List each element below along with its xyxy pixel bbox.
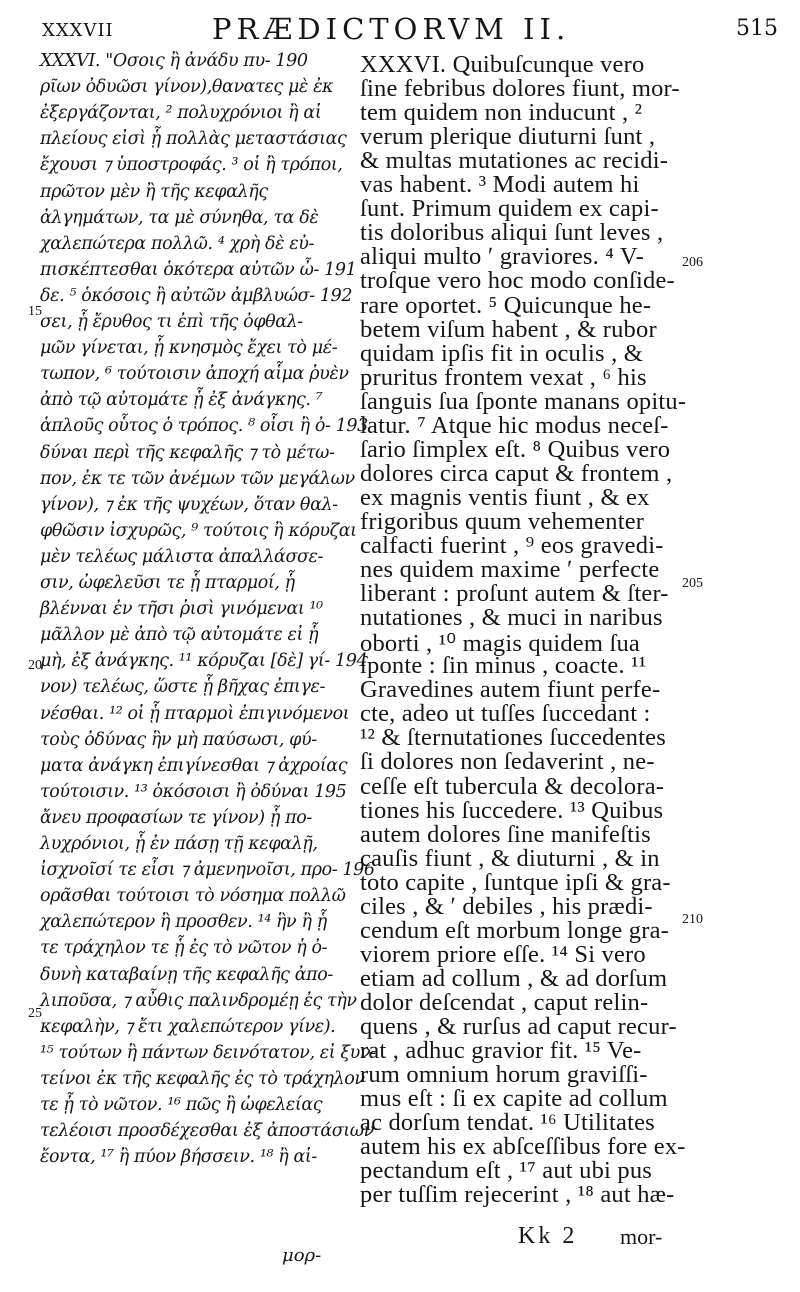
text-line: νον) τελέως, ὥστε ᾗ βῆχας ἐπιγε- — [40, 677, 325, 698]
text-line: quens , & rurſus ad caput recur- — [360, 1013, 677, 1040]
text-line: μῶν γίνεται, ᾗ κνησμὸς ἔχει τὸ μέ- — [40, 338, 338, 359]
text-line: pectandum eſt , ¹⁷ aut ubi pus — [360, 1157, 653, 1185]
text-line: τε ᾗ τὸ νῶτον. ¹⁶ πῶς ἢ ὠφελείας — [40, 1095, 323, 1115]
text-line: ſi dolores non ſedaverint , ne- — [360, 748, 655, 776]
text-line: λυχρόνιοι, ᾗ ἐν πάσῃ τῇ κεφαλῇ, — [40, 834, 318, 854]
text-line: νέσθαι. ¹² οἱ ᾗ πταρμοὶ ἐπιγινόμενοι — [40, 703, 350, 724]
text-line: τοὺς ὀδύνας ἣν μὴ παύσωσι, φύ- — [40, 729, 317, 750]
text-line: τε τράχηλον τε ᾗ ἐς τὸ νῶτον ἡ ὀ- — [40, 938, 328, 959]
text-line: μὲν τελέως μάλιστα ἀπαλλάσσε- — [40, 546, 324, 567]
text-line: nes quidem maxime ʹ perfecte — [360, 556, 660, 584]
text-line: ρῖων ὀδυῶσι γίνον),θανατες μὲ ἐκ — [40, 77, 334, 98]
text-line: aliqui multo ʹ graviores. ⁴ V- — [360, 243, 644, 271]
text-line: τωπον, ⁶ τούτοισιν ἀποχή αἷμα ῥυὲν — [40, 364, 349, 385]
text-line: XXXVI. "Οσοις ἢ ἀνάδυ πυ- 190 — [40, 51, 308, 71]
text-line: toto capite , ſuntque ipſi & gra- — [360, 868, 671, 896]
text-line: τελέοισι προσδέχεσθαι ἐξ ἀποστάσιων — [40, 1121, 374, 1142]
text-line: λιποῦσα, ⁊ αὖθις παλινδρομέῃ ἐς τὴν — [40, 990, 357, 1011]
margin-line-number: 15 — [28, 304, 42, 319]
text-line: troſque vero hoc modo conſide- — [360, 267, 675, 295]
text-line: φθῶσιν ἰσχυρῶς, ⁹ τούτοις ἢ κόρυζαι — [40, 520, 357, 541]
text-line: ſponte : ſin minus , coacte. ¹¹ — [360, 652, 647, 680]
text-line: vas habent. ³ Modi autem hi — [360, 171, 640, 199]
text-line: ἔοντα, ¹⁷ ἢ πύον βήσσειν. ¹⁸ ἢ αἱ- — [40, 1147, 317, 1168]
text-line: cendum eſt morbum longe gra- — [360, 916, 670, 944]
text-line: nutationes , & muci in naribus — [360, 604, 663, 632]
text-line: rare oportet. ⁵ Quicunque he- — [360, 291, 652, 319]
text-line: XXXVI. Quibuſcunque vero — [360, 51, 645, 78]
text-line: autem his ex abſceſſibus fore ex- — [360, 1133, 686, 1161]
text-line: latur. ⁷ Atque hic modus neceſ- — [360, 411, 669, 439]
text-line: πρῶτον μὲν ἢ τῆς κεφαλῆς — [40, 181, 268, 202]
text-line: frigoribus quum vehementer — [360, 507, 645, 535]
text-line: μᾶλλον μὲ ἀπὸ τῷ αὐτομάτε εἰ ᾗ — [40, 625, 319, 646]
text-line: tem quidem non inducunt , ² — [360, 99, 643, 127]
text-line: μὴ, ἐξ ἀνάγκης. ¹¹ κόρυζαι [δὲ] γί- 194 — [40, 651, 368, 672]
text-line: cauſis fiunt , & diuturni , & in — [360, 844, 660, 872]
text-line: calfacti fuerint , ⁹ eos gravedi- — [360, 532, 664, 559]
text-line: pruritus frontem vexat , ⁶ his — [360, 363, 647, 391]
text-line: χαλεπώτερον ἢ προσθεν. ¹⁴ ἣν ἢ ᾗ — [40, 912, 327, 933]
greek-catchword: μορ- — [282, 1245, 322, 1266]
margin-line-number: 20 — [28, 658, 42, 673]
text-line: δε. ⁵ ὁκόσοις ἢ αὐτῶν ἀμβλυώσ- 192 — [40, 285, 353, 306]
text-line: σιν, ὠφελεῦσι τε ᾗ πταρμοί, ᾗ — [40, 573, 295, 593]
text-line: κεφαλὴν, ⁊ ἔτι χαλεπώτερον γίνε). — [40, 1016, 336, 1037]
text-line: ¹⁵ τούτων ἢ πάντων δεινότατον, εἰ ξυν- — [40, 1042, 376, 1063]
text-line: ſario ſimplex eſt. ⁸ Quibus vero — [360, 435, 671, 463]
text-line: τούτοισιν. ¹³ ὁκόσοισι ἢ ὀδύναι 195 — [40, 781, 347, 802]
text-line: Gravedines autem fiunt perfe- — [360, 676, 661, 704]
text-line: ſanguis ſua ſponte manans opitu- — [360, 387, 687, 415]
text-line: δυνὴ καταβαίνῃ τῆς κεφαλῆς ἀπο- — [40, 964, 333, 985]
text-line: cte, adeo ut tuſſes ſuccedant : — [360, 700, 651, 728]
text-line: tis doloribus aliqui ſunt leves , — [360, 219, 664, 247]
text-line: etiam ad collum , & ad dorſum — [360, 964, 668, 992]
header-title: PRÆDICTORVM II. — [212, 12, 571, 46]
margin-line-number: 205 — [682, 576, 703, 591]
text-line: ἁπλοῦς οὗτος ὁ τρόπος. ⁸ οἷσι ἢ ὀ- 193 — [40, 416, 368, 437]
text-line: τείνοι ἐκ τῆς κεφαλῆς ἐς τὸ τράχηλον — [40, 1068, 365, 1089]
header-section-label: XXXVII — [42, 20, 114, 41]
text-line: per tuſſim rejecerint , ¹⁸ aut hæ- — [360, 1181, 675, 1209]
text-line: πον, ἐκ τε τῶν ἀνέμων τῶν μεγάλων — [40, 468, 355, 489]
text-line: ἰσχνοῖσί τε εἶσι ⁊ ἀμενηνοῖσι, προ- 196 — [40, 860, 375, 881]
text-line: ex magnis ventis fiunt , & ex — [360, 483, 650, 511]
text-line: dolores circa caput & frontem , — [360, 459, 673, 487]
signature-mark: Kk 2 — [518, 1223, 578, 1249]
text-line: ματα ἀνάγκη ἐπιγίνεσθαι ⁊ ἀχροίας — [40, 755, 348, 776]
text-line: ceſſe eſt tubercula & decolora- — [360, 772, 665, 800]
text-line: βλένναι ἐν τῆσι ῥισὶ γινόμεναι ¹⁰ — [40, 599, 323, 620]
text-line: mus eſt : ſi ex capite ad collum — [360, 1085, 668, 1113]
text-line: γίνον), ⁊ ἐκ τῆς ψυχέων, ὅταν θαλ- — [40, 494, 338, 515]
margin-line-number: 210 — [682, 912, 703, 927]
text-line: betem viſum habent , & rubor — [360, 315, 657, 343]
text-line: ciles , & ʹ debiles , his prædi- — [360, 892, 653, 920]
page-number: 515 — [736, 16, 778, 41]
margin-line-number: 206 — [682, 255, 703, 270]
text-line: ἐξεργάζονται, ² πολυχρόνιοι ἢ αἱ — [40, 103, 322, 124]
text-line: ἀπὸ τῷ αὐτομάτε ᾗ ἐξ ἀνάγκης. ⁷ — [40, 390, 323, 411]
text-line: & multas mutationes ac recidi- — [360, 147, 669, 175]
latin-catchword: mor- — [620, 1224, 663, 1249]
text-line: verum plerique diuturni ſunt , — [360, 123, 656, 151]
text-line: dolor deſcendat , caput relin- — [360, 988, 649, 1016]
text-line: ορᾶσθαι τούτοισι τὸ νόσημα πολλῶ — [40, 886, 346, 907]
running-header — [0, 6, 800, 46]
text-line: rum omnium horum graviſſi- — [360, 1061, 648, 1089]
text-line: σει, ᾗ ἔρυθος τι ἐπὶ τῆς ὀφθαλ- — [40, 312, 303, 332]
text-line: tiones his ſuccedere. ¹³ Quibus — [360, 796, 664, 824]
text-line: πλείους εἰσὶ ᾗ πολλὰς μεταστάσιας — [40, 129, 347, 150]
text-line: quidam ipſis fit in oculis , & — [360, 339, 643, 367]
text-line: ἀλγημάτων, τα μὲ σύνηθα, τα δὲ — [40, 207, 319, 228]
text-line: autem dolores ſine manifeſtis — [360, 820, 651, 848]
text-line: ἄνευ προφασίων τε γίνον) ᾗ πο- — [40, 807, 312, 828]
text-line: liberant : proſunt autem & ſter- — [360, 580, 669, 608]
text-line: πισκέπτεσθαι ὁκότερα αὐτῶν ὦ- 191 — [40, 259, 357, 280]
text-line: viorem priore eſſe. ¹⁴ Si vero — [360, 940, 646, 968]
text-line: ¹² & ſternutationes ſuccedentes — [360, 724, 666, 752]
text-line: rat , adhuc gravior fit. ¹⁵ Ve- — [360, 1037, 642, 1065]
text-line: ſunt. Primum quidem ex capi- — [360, 195, 659, 223]
text-line: ac dorſum tendat. ¹⁶ Utilitates — [360, 1109, 655, 1137]
text-line: ſine febribus dolores fiunt, mor- — [360, 75, 680, 103]
text-line: δύναι περὶ τῆς κεφαλῆς ⁊ τὸ μέτω- — [40, 442, 335, 463]
text-line: χαλεπώτερα πολλῶ. ⁴ χρὴ δὲ εὐ- — [40, 233, 314, 254]
margin-line-number: 25 — [28, 1006, 42, 1021]
text-line: oborti , ¹⁰ magis quidem ſua — [360, 630, 640, 658]
text-line: ἔχουσι ⁊ ὑποστροφάς. ³ οἱ ἢ τρόποι, — [40, 155, 343, 176]
